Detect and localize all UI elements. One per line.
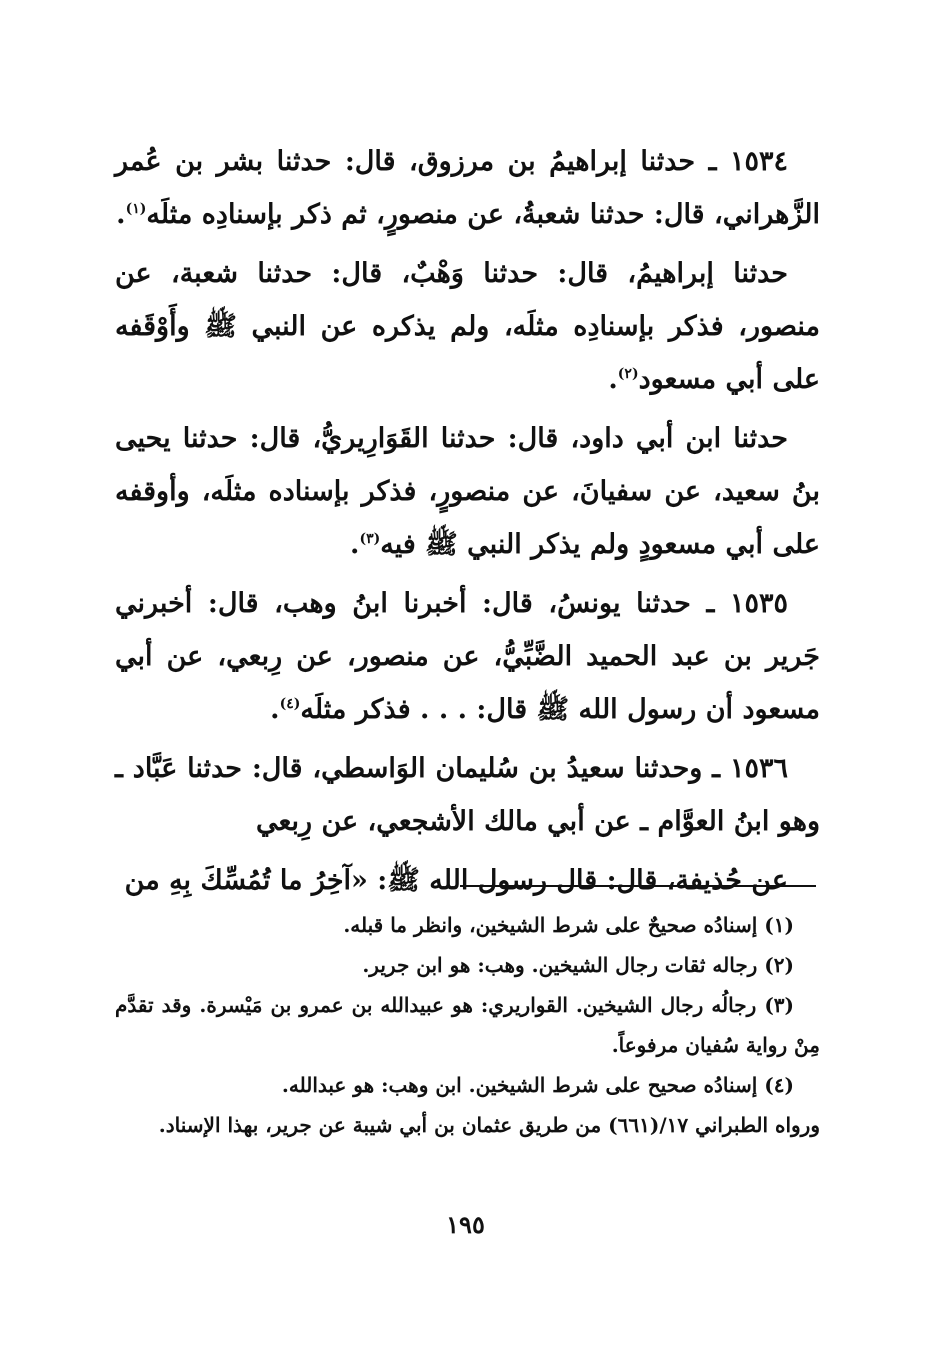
footnote-2: (٢) رجاله ثقات رجال الشيخين. وهب: هو ابن جرير. [362,953,794,977]
footnotes [115,905,820,1145]
paragraph-1536 [115,742,820,848]
footnote-ref: (٤) [279,696,301,712]
punctuation: . [270,694,280,725]
footnote-ref: (١) [125,201,147,217]
paragraph-text: ١٥٣٤ ـ حدثنا إبراهيمُ بن مرزوق، قال: حدثنا بشر بن عُمر الزَّهراني، قال: حدثنا شعبةُ، عن منصورٍ، ثم ذكر بإسنادِه مثلَه [115,146,820,230]
punctuation: . [116,199,126,230]
paragraph-isnad-qawariri [115,412,820,571]
footnote-4: (٤) إسنادُه صحيح على شرط الشيخين. ابن وهب: هو عبدالله. [281,1073,794,1097]
page-number: ١٩٥ [446,1210,485,1239]
footnote-ref: (٣) [359,531,381,547]
paragraph-text: حدثنا إبراهيمُ، قال: حدثنا وَهْبٌ، قال: حدثنا شعبة، عن منصور، فذكر بإسنادِه مثلَه، ولم يذكره عن النبي ﷺ وأَوْقَفه على أبي مسعود [115,258,820,395]
punctuation: . [608,364,618,395]
paragraph-1534 [115,135,820,241]
footnote-separator [460,885,816,887]
footnote-4-continuation: ورواه الطبراني ١٧/(٦٦١) من طريق عثمان بن أبي شيبة عن جرير، بهذا الإسناد. [158,1113,820,1137]
paragraph-hudhayfa [115,854,820,907]
main-text [115,135,820,913]
paragraph-text: عن حُذيفة، قال: قال رسول الله ﷺ: «آخِرُ ما تُمُسِّكَ بِهِ من [124,865,788,896]
paragraph-text: حدثنا ابن أبي داود، قال: حدثنا القَوَارِيريُّ، قال: حدثنا يحيى بنُ سعيد، عن سفيانَ، عن منصورٍ، فذكر بإسناده مثلَه، وأوقفه على أبي مسعودٍ ولم يذكر النبي ﷺ فيه [115,423,820,560]
footnote-1: (١) إسنادُه صحيحٌ على شرط الشيخين، وانظر ما قبله. [343,913,794,937]
footnote-ref: (٢) [617,366,639,382]
paragraph-text: ١٥٣٦ ـ وحدثنا سعيدُ بن سُليمان الوَاسطي، قال: حدثنا عَبَّاد ـ وهو ابنُ العوَّام ـ عن أبي مالك الأشجعي، عن رِبعي [115,753,820,837]
punctuation: . [350,529,360,560]
paragraph-1535 [115,577,820,736]
paragraph-isnad-wahb [115,247,820,406]
paragraph-text: ١٥٣٥ ـ حدثنا يونسُ، قال: أخبرنا ابنُ وهب، قال: أخبرني جَرير بن عبد الحميد الضَّبِّيُّ، عن منصور، عن رِبعي، عن أبي مسعود أن رسول الله ﷺ قال: . . . فذكر مثلَه [115,588,820,725]
footnote-3: (٣) رجالُه رجال الشيخين. القواريري: هو عبيدالله بن عمرو بن مَيْسرة. وقد تقدَّم مِنْ رواية سُفيان مرفوعاً. [115,993,820,1057]
